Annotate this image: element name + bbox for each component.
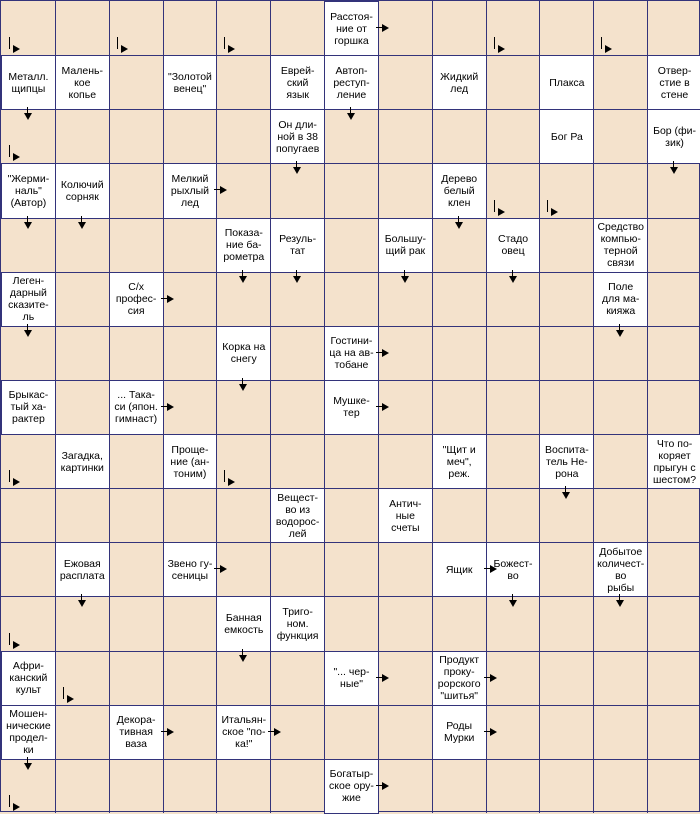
answer-cell[interactable] — [56, 760, 109, 813]
answer-cell[interactable] — [648, 381, 700, 434]
answer-cell[interactable] — [379, 706, 432, 759]
answer-cell[interactable] — [110, 652, 163, 705]
answer-cell[interactable] — [648, 597, 700, 650]
clue-cell: С/х профес- сия — [109, 272, 164, 327]
answer-cell[interactable] — [433, 327, 486, 380]
answer-cell[interactable] — [164, 110, 217, 163]
clue-cell: Триго- ном. функция — [270, 596, 325, 651]
arrow-down-icon — [509, 276, 517, 283]
clue-cell: Он дли- ной в 38 попугаев — [270, 109, 325, 164]
answer-cell[interactable] — [164, 652, 217, 705]
clue-cell: ... Така- си (япон. гимнаст) — [109, 380, 164, 435]
arrow-down-icon — [78, 600, 86, 607]
arrow-bent-icon — [498, 45, 505, 53]
answer-cell[interactable] — [487, 435, 540, 488]
answer-cell[interactable] — [433, 760, 486, 813]
arrow-stem — [224, 37, 225, 49]
answer-cell[interactable] — [325, 435, 378, 488]
arrow-stem — [9, 37, 10, 49]
answer-cell[interactable] — [487, 56, 540, 109]
clue-cell: Ящик — [432, 542, 487, 597]
arrow-bent-icon — [551, 208, 558, 216]
answer-cell[interactable] — [379, 543, 432, 596]
clue-cell: Бог Ра — [539, 109, 594, 164]
answer-cell[interactable] — [487, 381, 540, 434]
answer-cell[interactable] — [594, 110, 647, 163]
answer-cell[interactable] — [379, 597, 432, 650]
arrow-bent-icon — [498, 208, 505, 216]
answer-cell[interactable] — [540, 327, 593, 380]
answer-cell[interactable] — [110, 760, 163, 813]
answer-cell[interactable] — [110, 543, 163, 596]
arrow-right-icon — [382, 403, 389, 411]
arrow-right-icon — [382, 24, 389, 32]
answer-cell[interactable] — [217, 489, 270, 542]
answer-cell[interactable] — [648, 652, 700, 705]
arrow-right-icon — [167, 295, 174, 303]
answer-cell[interactable] — [433, 489, 486, 542]
answer-cell[interactable] — [110, 110, 163, 163]
arrow-stem — [63, 687, 64, 699]
clue-cell: Средство компью- терной связи — [593, 218, 648, 273]
answer-cell[interactable] — [271, 760, 324, 813]
clue-cell: Мушке- тер — [324, 380, 379, 435]
answer-cell[interactable] — [594, 760, 647, 813]
answer-cell[interactable] — [56, 273, 109, 326]
arrow-down-icon — [293, 276, 301, 283]
answer-cell[interactable] — [594, 706, 647, 759]
clue-cell: Бор (фи- зик) — [647, 109, 700, 164]
arrow-right-icon — [490, 674, 497, 682]
clue-cell: Мелкий рыхлый лед — [163, 163, 218, 218]
clue-cell: Брыкас- тый ха- рактер — [1, 380, 56, 435]
answer-cell[interactable] — [56, 110, 109, 163]
answer-cell[interactable] — [540, 706, 593, 759]
clue-cell: Декора- тивная ваза — [109, 705, 164, 760]
arrow-right-icon — [220, 565, 227, 573]
answer-cell[interactable] — [648, 327, 700, 380]
answer-cell[interactable] — [540, 219, 593, 272]
answer-cell[interactable] — [56, 2, 109, 55]
arrow-bent-icon — [67, 695, 74, 703]
answer-cell[interactable] — [271, 2, 324, 55]
answer-cell[interactable] — [433, 110, 486, 163]
clue-cell: Ежовая расплата — [55, 542, 110, 597]
answer-cell[interactable] — [540, 652, 593, 705]
answer-cell[interactable] — [487, 110, 540, 163]
answer-cell[interactable] — [164, 327, 217, 380]
answer-cell[interactable] — [648, 543, 700, 596]
answer-cell[interactable] — [110, 219, 163, 272]
answer-cell[interactable] — [110, 489, 163, 542]
answer-cell[interactable] — [648, 489, 700, 542]
answer-cell[interactable] — [648, 273, 700, 326]
clue-cell: Малень- кое копье — [55, 55, 110, 110]
arrow-down-icon — [293, 167, 301, 174]
answer-cell[interactable] — [594, 652, 647, 705]
answer-cell[interactable] — [540, 597, 593, 650]
arrow-right-icon — [490, 565, 497, 573]
clue-cell: Роды Мурки — [432, 705, 487, 760]
answer-cell[interactable] — [540, 760, 593, 813]
clue-cell: Корка на снегу — [216, 326, 271, 381]
arrow-bent-icon — [121, 45, 128, 53]
arrow-right-icon — [274, 728, 281, 736]
answer-cell[interactable] — [487, 760, 540, 813]
answer-cell[interactable] — [487, 327, 540, 380]
arrow-down-icon — [24, 113, 32, 120]
answer-cell[interactable] — [271, 327, 324, 380]
answer-cell[interactable] — [110, 56, 163, 109]
arrow-down-icon — [24, 330, 32, 337]
clue-cell: "Золотой венец" — [163, 55, 218, 110]
answer-cell[interactable] — [379, 56, 432, 109]
arrow-down-icon — [562, 492, 570, 499]
clue-cell: Еврей- ский язык — [270, 55, 325, 110]
arrow-down-icon — [24, 222, 32, 229]
answer-cell[interactable] — [379, 435, 432, 488]
arrow-right-icon — [220, 186, 227, 194]
answer-cell[interactable] — [594, 164, 647, 217]
arrow-down-icon — [616, 600, 624, 607]
answer-cell[interactable] — [325, 489, 378, 542]
clue-cell: Антич- ные счеты — [378, 488, 433, 543]
arrow-down-icon — [24, 763, 32, 770]
clue-cell: Жидкий лед — [432, 55, 487, 110]
arrow-stem — [494, 37, 495, 49]
answer-cell[interactable] — [110, 597, 163, 650]
clue-cell: Добытое количест- во рыбы — [593, 542, 648, 597]
answer-cell[interactable] — [540, 273, 593, 326]
arrow-right-icon — [167, 403, 174, 411]
clue-cell: Банная емкость — [216, 596, 271, 651]
arrow-stem — [601, 37, 602, 49]
answer-cell[interactable] — [56, 706, 109, 759]
answer-cell[interactable] — [271, 543, 324, 596]
clue-cell: "Жерми- наль" (Автор) — [1, 163, 56, 218]
arrow-stem — [9, 145, 10, 157]
arrow-right-icon — [167, 728, 174, 736]
answer-cell[interactable] — [379, 164, 432, 217]
clue-cell: Резуль- тат — [270, 218, 325, 273]
clue-cell: Божест- во — [486, 542, 541, 597]
arrow-down-icon — [239, 655, 247, 662]
answer-cell[interactable] — [164, 489, 217, 542]
answer-cell[interactable] — [56, 489, 109, 542]
arrow-stem — [9, 470, 10, 482]
arrow-bent-icon — [228, 478, 235, 486]
answer-cell[interactable] — [217, 56, 270, 109]
answer-cell[interactable] — [110, 164, 163, 217]
arrow-bent-icon — [13, 803, 20, 811]
arrow-bent-icon — [13, 478, 20, 486]
clue-cell: Звено гу- сеницы — [163, 542, 218, 597]
clue-cell: Афри- канский культ — [1, 651, 56, 706]
answer-cell[interactable] — [164, 219, 217, 272]
answer-cell[interactable] — [217, 110, 270, 163]
answer-cell[interactable] — [271, 435, 324, 488]
answer-cell[interactable] — [271, 381, 324, 434]
arrow-bent-icon — [605, 45, 612, 53]
answer-cell[interactable] — [164, 2, 217, 55]
arrow-down-icon — [239, 384, 247, 391]
clue-cell: Загадка, картинки — [55, 434, 110, 489]
arrow-stem — [9, 633, 10, 645]
answer-cell[interactable] — [540, 381, 593, 434]
clue-cell: Плакса — [539, 55, 594, 110]
arrow-bent-icon — [228, 45, 235, 53]
arrow-stem — [224, 470, 225, 482]
clue-cell: Колючий сорняк — [55, 163, 110, 218]
clue-cell: Большу- щий рак — [378, 218, 433, 273]
arrow-down-icon — [616, 330, 624, 337]
answer-cell[interactable] — [325, 706, 378, 759]
arrow-bent-icon — [13, 641, 20, 649]
answer-cell[interactable] — [433, 597, 486, 650]
arrow-down-icon — [455, 222, 463, 229]
arrow-right-icon — [382, 782, 389, 790]
answer-cell[interactable] — [487, 489, 540, 542]
arrow-stem — [117, 37, 118, 49]
arrow-stem — [547, 200, 548, 212]
clue-cell: Стадо овец — [486, 218, 541, 273]
answer-cell[interactable] — [540, 2, 593, 55]
answer-cell[interactable] — [56, 381, 109, 434]
clue-cell: Гостини- ца на ав- тобане — [324, 326, 379, 381]
answer-cell[interactable] — [325, 273, 378, 326]
answer-cell[interactable] — [594, 489, 647, 542]
answer-cell[interactable] — [110, 327, 163, 380]
answer-cell[interactable] — [2, 543, 55, 596]
answer-cell[interactable] — [2, 489, 55, 542]
clue-cell: Поле для ма- кияжа — [593, 272, 648, 327]
answer-cell[interactable] — [433, 2, 486, 55]
arrow-down-icon — [347, 113, 355, 120]
arrow-down-icon — [509, 600, 517, 607]
answer-cell[interactable] — [164, 597, 217, 650]
answer-cell[interactable] — [325, 543, 378, 596]
arrow-bent-icon — [13, 153, 20, 161]
answer-cell[interactable] — [648, 2, 700, 55]
clue-cell: Что по- коряет прыгун с шестом? — [647, 434, 700, 489]
answer-cell[interactable] — [325, 164, 378, 217]
arrow-bent-icon — [13, 45, 20, 53]
answer-cell[interactable] — [433, 273, 486, 326]
arrow-down-icon — [78, 222, 86, 229]
answer-cell[interactable] — [648, 219, 700, 272]
answer-cell[interactable] — [379, 110, 432, 163]
clue-cell: "... чер- ные" — [324, 651, 379, 706]
arrow-right-icon — [382, 674, 389, 682]
clue-cell: Расстоя- ние от горшка — [324, 1, 379, 56]
answer-cell[interactable] — [648, 706, 700, 759]
answer-cell[interactable] — [594, 381, 647, 434]
clue-cell: Богатыр- ское ору- жие — [324, 759, 379, 814]
clue-cell: Леген- дарный сказите- ль — [1, 272, 56, 327]
answer-cell[interactable] — [164, 760, 217, 813]
clue-cell: Отвер- стие в стене — [647, 55, 700, 110]
clue-cell: Дерево белый клен — [432, 163, 487, 218]
answer-cell[interactable] — [594, 435, 647, 488]
clue-cell: Итальян- ское "по- ка!" — [216, 705, 271, 760]
clue-cell: Автоп- реступ- ление — [324, 55, 379, 110]
answer-cell[interactable] — [110, 435, 163, 488]
answer-cell[interactable] — [325, 597, 378, 650]
arrow-right-icon — [490, 728, 497, 736]
clue-cell: Проще- ние (ан- тоним) — [163, 434, 218, 489]
clue-cell: Продукт проку- рорского "шитья" — [432, 651, 487, 706]
answer-cell[interactable] — [56, 327, 109, 380]
arrow-down-icon — [670, 167, 678, 174]
answer-cell[interactable] — [325, 219, 378, 272]
clue-cell: Вещест- во из водорос- лей — [270, 488, 325, 543]
answer-cell[interactable] — [433, 381, 486, 434]
answer-cell[interactable] — [217, 760, 270, 813]
clue-cell: Металл. щипцы — [1, 55, 56, 110]
answer-cell[interactable] — [648, 760, 700, 813]
arrow-stem — [494, 200, 495, 212]
arrow-right-icon — [382, 349, 389, 357]
clue-cell: Мошен- нические продел- ки — [1, 705, 56, 760]
answer-cell[interactable] — [271, 652, 324, 705]
arrow-down-icon — [239, 276, 247, 283]
clue-cell: Показа- ние ба- рометра — [216, 218, 271, 273]
arrow-stem — [9, 795, 10, 807]
answer-cell[interactable] — [594, 56, 647, 109]
arrow-down-icon — [401, 276, 409, 283]
answer-cell[interactable] — [540, 543, 593, 596]
clue-cell: "Щит и меч", реж. — [432, 434, 487, 489]
clue-cell: Воспита- тель Не- рона — [539, 434, 594, 489]
